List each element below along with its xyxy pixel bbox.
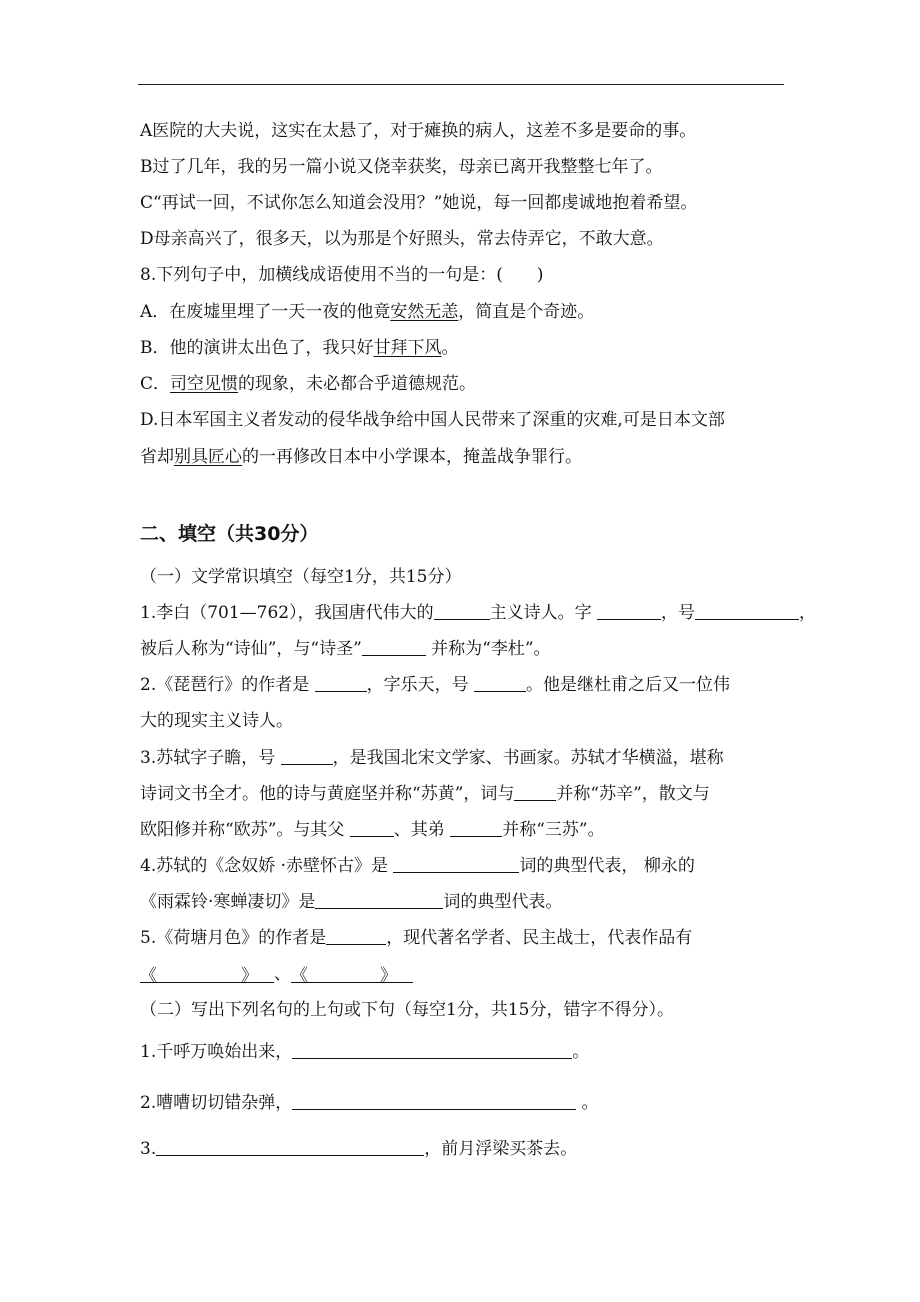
quote-3: 3. ，前月浮梁买茶去。 — [140, 1139, 578, 1159]
q8-option-c: C．司空见惯的现象，未必都合乎道德规范。 — [140, 374, 477, 394]
part2-heading: （二）写出下列名句的上句或下句（每空1分，共15分，错字不得分）。 — [140, 1000, 674, 1020]
q8-option-b: B．他的演讲太出色了，我只好甘拜下风。 — [140, 338, 459, 358]
blank[interactable] — [434, 602, 490, 620]
blank[interactable] — [393, 855, 519, 873]
part1-heading: （一）文学常识填空（每空1分，共15分） — [140, 567, 462, 587]
q7-option-d: D母亲高兴了，很多天，以为那是个好照头，常去侍弄它，不敢大意。 — [140, 229, 664, 249]
quote-1: 1.千呼万唤始出来， 。 — [140, 1042, 590, 1062]
underlined-idiom: 别具匠心 — [174, 447, 242, 467]
fill-q3-line3: 欧阳修并称“欧苏”。与其父 、其弟 并称“三苏”。 — [140, 820, 605, 840]
blank[interactable] — [326, 927, 386, 945]
q8-option-d-line2: 省却别具匠心的一再修改日本中小学课本，掩盖战争罪行。 — [140, 447, 582, 467]
section-heading: 二、填空（共30分） — [140, 523, 319, 545]
underlined-idiom: 司空见惯 — [170, 374, 239, 394]
fill-q1-line2: 被后人称为“诗仙”，与“诗圣” 并称为“李杜”。 — [140, 639, 551, 659]
blank[interactable] — [292, 1092, 576, 1110]
fill-q3-line1: 3.苏轼字子瞻，号 ，是我国北宋文学家、书画家。苏轼才华横溢，堪称 — [140, 748, 724, 768]
fill-q2-line2: 大的现实主义诗人。 — [140, 711, 293, 731]
fill-q3-line2: 诗词文书全才。他的诗与黄庭坚并称“苏黄”，词与 并称“苏辛”，散文与 — [140, 784, 710, 804]
blank[interactable] — [156, 1138, 424, 1156]
blank[interactable] — [514, 783, 556, 801]
blank[interactable] — [350, 819, 394, 837]
q7-option-b: B过了几年，我的另一篇小说又侥幸获奖，母亲已离开我整整七年了。 — [140, 157, 663, 177]
q8-option-a: A．在废墟里埋了一天一夜的他竟安然无恙，简直是个奇迹。 — [140, 302, 595, 322]
q8-stem: 8.下列句子中，加横线成语使用不当的一句是：( ) — [140, 265, 544, 285]
fill-q2-line1: 2.《琵琶行》的作者是 ，字乐天，号 。他是继杜甫之后又一位伟 — [140, 675, 731, 695]
blank[interactable] — [450, 819, 502, 837]
q7-option-c: C“再试一回，不试你怎么知道会没用？”她说，每一回都虔诚地抱着希望。 — [140, 193, 698, 213]
blank[interactable] — [597, 602, 661, 620]
blank[interactable]: 《 》 — [140, 965, 274, 983]
underlined-idiom: 安然无恙 — [390, 302, 459, 322]
fill-q5-line1: 5.《荷塘月色》的作者是 ，现代著名学者、民主战士，代表作品有 — [140, 928, 693, 948]
blank[interactable] — [292, 1041, 572, 1059]
blank[interactable] — [281, 747, 333, 765]
fill-q4-line1: 4.苏轼的《念奴娇 ·赤壁怀古》是 词的典型代表， 柳永的 — [140, 856, 695, 876]
blank[interactable]: 《 》 — [291, 965, 413, 983]
header-rule — [138, 84, 784, 85]
blank[interactable] — [315, 891, 443, 909]
fill-q1-line1: 1.李白（701—762），我国唐代伟大的 主义诗人。字 ，号 ， — [140, 603, 817, 623]
underlined-idiom: 甘拜下风 — [373, 338, 442, 358]
quote-2: 2.嘈嘈切切错杂弹， 。 — [140, 1093, 599, 1113]
fill-q5-line2: 《 》 、《 》 — [140, 963, 413, 985]
blank[interactable] — [474, 674, 526, 692]
blank[interactable] — [315, 674, 367, 692]
fill-q4-line2: 《雨霖铃·寒蝉凄切》是 词的典型代表。 — [140, 892, 563, 912]
blank[interactable] — [695, 602, 799, 620]
q8-option-d-line1: D.日本军国主义者发动的侵华战争给中国人民带来了深重的灾难,可是日本文部 — [140, 410, 725, 430]
q7-option-a: A医院的大夫说，这实在太悬了，对于瘫换的病人，这差不多是要命的事。 — [140, 121, 697, 141]
blank[interactable] — [362, 638, 426, 656]
